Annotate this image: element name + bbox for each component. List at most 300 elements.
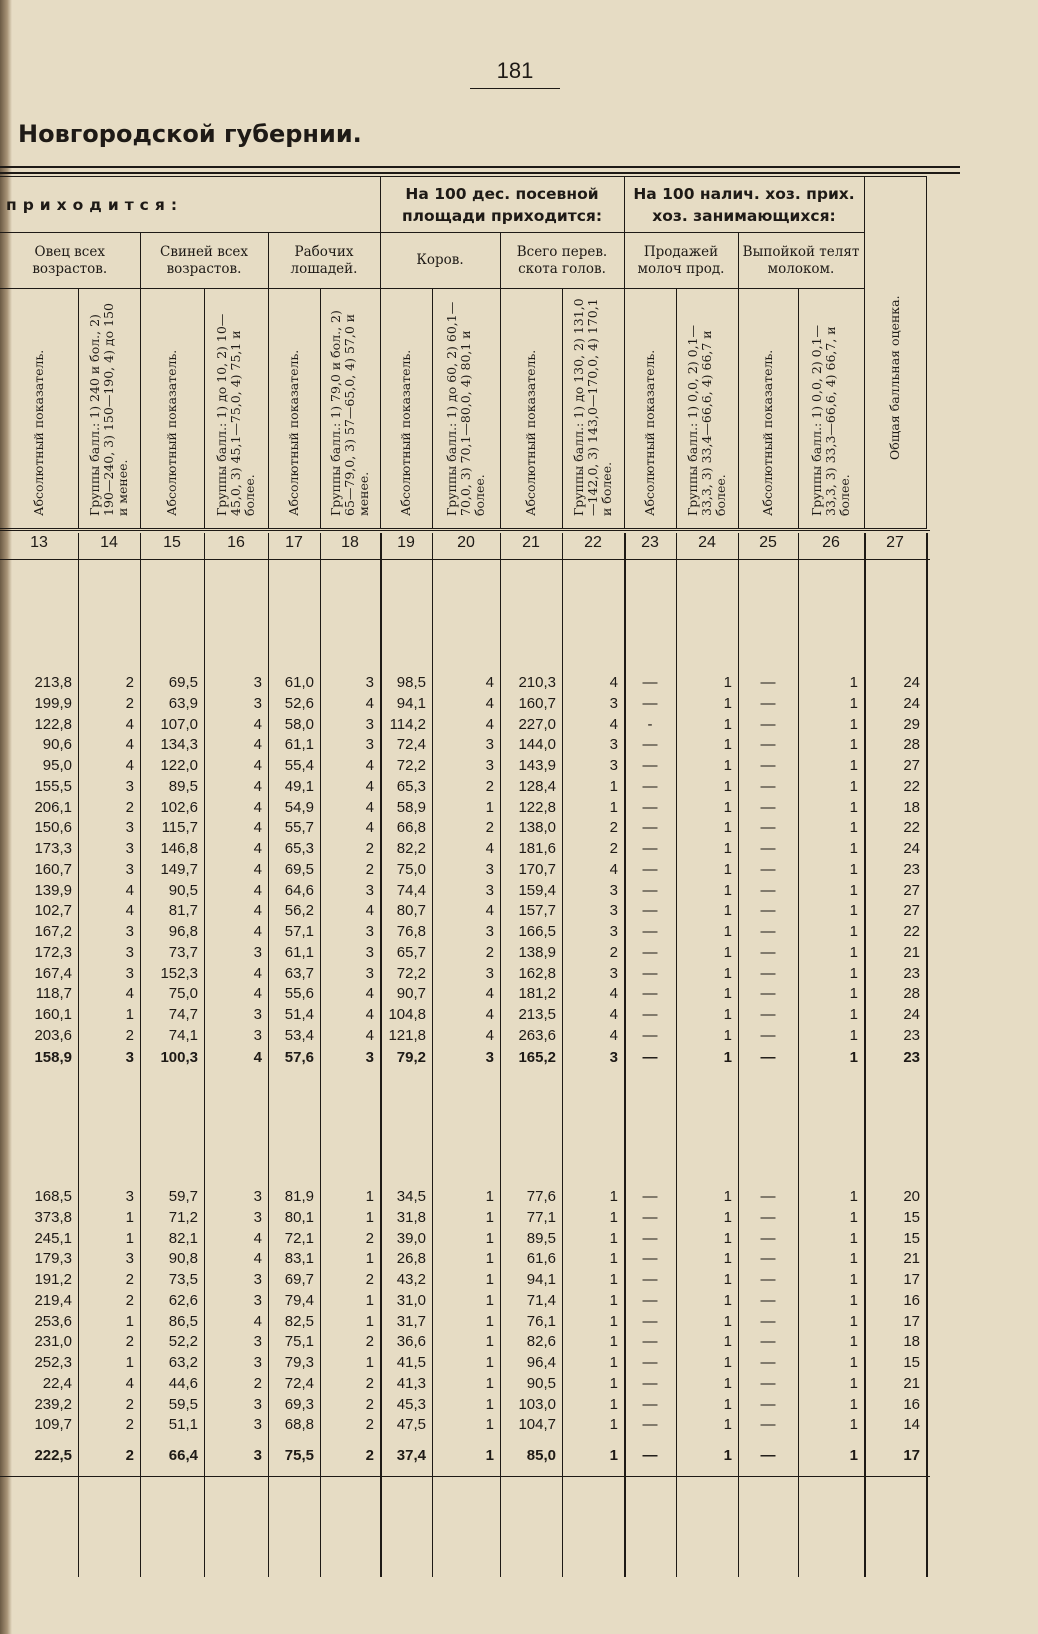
cell-col-27: 22 — [903, 777, 920, 795]
cell-col-25: — — [760, 1354, 776, 1371]
cell-col-19: 39,0 — [396, 1229, 426, 1247]
cell-col-26: 1 — [849, 819, 858, 837]
cell-col-14: 2 — [125, 1447, 134, 1464]
col15-label: Абсолютный показатель. — [164, 349, 179, 516]
table-row — [0, 1209, 930, 1230]
cell-col-20: 4 — [485, 1006, 494, 1023]
cell-col-19: 41,3 — [396, 1374, 426, 1392]
cell-col-22: 1 — [609, 1416, 618, 1434]
cell-col-19: 98,5 — [396, 674, 426, 691]
table-row — [0, 1006, 930, 1027]
cell-col-22: 4 — [609, 985, 618, 1003]
cell-col-14: 2 — [125, 1416, 134, 1434]
cell-col-21: 138,9 — [518, 943, 556, 961]
cell-col-22: 1 — [609, 777, 618, 795]
cell-col-18: 1 — [365, 1291, 374, 1309]
cell-col-24: 1 — [723, 923, 732, 940]
col21-label: Абсолютный показатель. — [523, 349, 538, 516]
cell-col-24: 1 — [723, 1208, 732, 1226]
cell-col-24: 1 — [723, 1354, 732, 1371]
cell-col-23: — — [642, 1447, 658, 1464]
cell-col-27: 24 — [903, 674, 920, 691]
cell-col-16: 3 — [253, 674, 262, 691]
cell-col-20: 4 — [485, 1026, 494, 1044]
cell-col-25: — — [760, 1312, 776, 1330]
cell-col-15: 63,2 — [168, 1354, 198, 1371]
cell-col-16: 4 — [253, 819, 262, 837]
cell-col-24: 1 — [723, 1026, 732, 1044]
cell-col-16: 4 — [253, 777, 262, 795]
cell-col-16: 4 — [253, 985, 262, 1003]
column-number-19: 19 — [397, 534, 415, 551]
cell-col-20: 1 — [485, 1250, 494, 1268]
cell-col-16: 3 — [253, 943, 262, 961]
cell-col-15: 74,1 — [168, 1026, 198, 1044]
table-row — [0, 1027, 930, 1048]
cell-col-18: 3 — [365, 943, 374, 961]
cell-col-20: 3 — [485, 964, 494, 982]
cell-col-15: 86,5 — [168, 1312, 198, 1330]
cell-col-16: 3 — [253, 1333, 262, 1351]
cell-col-25: — — [760, 860, 776, 878]
cell-col-17: 57,1 — [284, 923, 314, 940]
cell-col-26: 1 — [849, 736, 858, 754]
cell-col-18: 4 — [365, 694, 374, 712]
cell-col-18: 1 — [365, 1188, 374, 1205]
cell-col-15: 59,5 — [168, 1395, 198, 1413]
cell-col-26: 1 — [849, 1271, 858, 1288]
cell-col-26: 1 — [849, 1374, 858, 1392]
cell-col-14: 3 — [125, 819, 134, 837]
cell-col-23: — — [642, 985, 658, 1003]
cell-col-17: 51,4 — [284, 1006, 314, 1023]
cell-col-22: 3 — [609, 736, 618, 754]
table-row — [0, 674, 930, 695]
column-number-22: 22 — [584, 534, 602, 551]
cell-col-20: 4 — [485, 985, 494, 1003]
cell-col-24: 1 — [723, 819, 732, 837]
cell-col-18: 1 — [365, 1354, 374, 1371]
cell-col-17: 61,1 — [284, 943, 314, 961]
cell-col-26: 1 — [849, 1250, 858, 1268]
cell-col-27: 24 — [903, 1006, 920, 1023]
cell-col-25: — — [760, 881, 776, 899]
cell-col-13: 191,2 — [34, 1271, 72, 1288]
cell-col-14: 3 — [125, 1250, 134, 1268]
table-total-row — [0, 1447, 930, 1468]
cell-col-18: 2 — [365, 1271, 374, 1288]
cell-col-15: 82,1 — [168, 1229, 198, 1247]
cell-col-25: — — [760, 736, 776, 754]
cell-col-19: 26,8 — [396, 1250, 426, 1268]
cell-col-14: 3 — [125, 860, 134, 878]
cell-col-18: 4 — [365, 757, 374, 774]
cell-col-17: 69,3 — [284, 1395, 314, 1413]
cell-col-17: 83,1 — [284, 1250, 314, 1268]
cell-col-19: 41,5 — [396, 1354, 426, 1371]
cell-col-26: 1 — [849, 902, 858, 920]
cell-col-13: 167,4 — [34, 964, 72, 982]
cell-col-23: — — [642, 1026, 658, 1044]
cell-col-27: 29 — [903, 715, 920, 733]
cell-col-18: 4 — [365, 985, 374, 1003]
cell-col-25: — — [760, 819, 776, 837]
cell-col-24: 1 — [723, 736, 732, 754]
cell-col-15: 51,1 — [168, 1416, 198, 1434]
cell-col-23: — — [642, 1416, 658, 1434]
cell-col-13: 219,4 — [34, 1291, 72, 1309]
col19-label: Абсолютный показатель. — [398, 349, 413, 516]
table-row — [0, 736, 930, 757]
cell-col-13: 22,4 — [42, 1374, 72, 1392]
cell-col-16: 3 — [253, 1416, 262, 1434]
cell-col-26: 1 — [849, 674, 858, 691]
cell-col-23: — — [642, 1208, 658, 1226]
cell-col-24: 1 — [723, 1250, 732, 1268]
cell-col-27: 28 — [903, 985, 920, 1003]
cell-col-27: 17 — [903, 1312, 920, 1330]
cell-col-20: 1 — [485, 1208, 494, 1226]
cell-col-22: 1 — [609, 1354, 618, 1371]
cell-col-16: 3 — [253, 1026, 262, 1044]
cell-col-19: 80,7 — [396, 902, 426, 920]
cell-col-27: 27 — [903, 881, 920, 899]
table-row — [0, 1354, 930, 1375]
cell-col-15: 90,8 — [168, 1250, 198, 1268]
cell-col-14: 4 — [125, 757, 134, 774]
cell-col-17: 63,7 — [284, 964, 314, 982]
cell-col-17: 68,8 — [284, 1416, 314, 1434]
cell-col-15: 89,5 — [168, 777, 198, 795]
cell-col-14: 2 — [125, 798, 134, 816]
cell-col-24: 1 — [723, 985, 732, 1003]
table-row — [0, 1292, 930, 1313]
cell-col-21: 104,7 — [518, 1416, 556, 1434]
cell-col-15: 146,8 — [160, 840, 198, 857]
cell-col-13: 173,3 — [34, 840, 72, 857]
cell-col-18: 2 — [365, 840, 374, 857]
cell-col-20: 3 — [485, 1049, 494, 1066]
cell-col-20: 1 — [485, 1447, 494, 1464]
cell-col-20: 4 — [485, 902, 494, 920]
cell-col-17: 82,5 — [284, 1312, 314, 1330]
cell-col-21: 103,0 — [518, 1395, 556, 1413]
cell-col-21: 82,6 — [526, 1333, 556, 1351]
cell-col-22: 1 — [609, 1271, 618, 1288]
cell-col-13: 167,2 — [34, 923, 72, 940]
cell-col-22: 1 — [609, 1188, 618, 1205]
cell-col-15: 96,8 — [168, 923, 198, 940]
cell-col-20: 1 — [485, 1354, 494, 1371]
col22-header — [562, 289, 624, 529]
cell-col-14: 4 — [125, 1374, 134, 1392]
cell-col-22: 4 — [609, 860, 618, 878]
cell-col-21: 170,7 — [518, 860, 556, 878]
cell-col-15: 59,7 — [168, 1188, 198, 1205]
total-score-label: Общая балльная оценка. — [887, 294, 902, 460]
cell-col-22: 2 — [609, 943, 618, 961]
cell-col-13: 199,9 — [34, 694, 72, 712]
cell-col-17: 75,5 — [284, 1447, 314, 1464]
cell-col-21: 159,4 — [518, 881, 556, 899]
cell-col-18: 4 — [365, 798, 374, 816]
cell-col-19: 47,5 — [396, 1416, 426, 1434]
cell-col-18: 3 — [365, 881, 374, 899]
cell-col-14: 3 — [125, 777, 134, 795]
cell-col-13: 118,7 — [35, 985, 72, 1003]
cell-col-21: 143,9 — [518, 757, 556, 774]
cell-col-22: 3 — [609, 694, 618, 712]
cell-col-16: 4 — [253, 840, 262, 857]
cell-col-13: 373,8 — [34, 1208, 72, 1226]
cell-col-14: 1 — [125, 1354, 134, 1371]
cell-col-21: 210,3 — [518, 674, 556, 691]
cell-col-15: 149,7 — [160, 860, 198, 878]
column-number-24: 24 — [698, 534, 716, 551]
cell-col-27: 23 — [903, 964, 920, 982]
column-number-14: 14 — [100, 534, 118, 551]
cell-col-14: 3 — [125, 923, 134, 940]
cell-col-21: 61,6 — [526, 1250, 556, 1268]
cell-col-14: 4 — [125, 985, 134, 1003]
cell-col-21: 94,1 — [526, 1271, 556, 1288]
cell-col-25: — — [760, 923, 776, 940]
cell-col-25: — — [760, 1026, 776, 1044]
cell-col-23: — — [642, 923, 658, 940]
cell-col-19: 31,7 — [396, 1312, 426, 1330]
col21-header — [500, 289, 562, 529]
cell-col-23: — — [642, 1333, 658, 1351]
cell-col-23: — — [642, 1250, 658, 1268]
group-header-per-100-dessiatines: На 100 дес. посевной площади приходится: — [380, 177, 624, 233]
cell-col-13: 206,1 — [34, 798, 72, 816]
col13-label: Абсолютный показатель. — [30, 349, 46, 516]
cell-col-26: 1 — [849, 1395, 858, 1413]
cell-col-17: 79,3 — [284, 1354, 314, 1371]
cell-col-24: 1 — [723, 777, 732, 795]
cell-col-20: 1 — [485, 1188, 494, 1205]
cell-col-18: 2 — [365, 1395, 374, 1413]
cell-col-22: 3 — [609, 757, 618, 774]
cell-col-14: 3 — [125, 840, 134, 857]
cell-col-17: 52,6 — [284, 694, 314, 712]
total-score-header — [864, 177, 926, 529]
table-row — [0, 778, 930, 799]
col25-header — [738, 289, 798, 529]
cell-col-15: 152,3 — [160, 964, 198, 982]
cell-col-21: 77,1 — [526, 1208, 556, 1226]
cell-col-22: 1 — [609, 798, 618, 816]
cell-col-26: 1 — [849, 1416, 858, 1434]
cell-col-21: 96,4 — [526, 1354, 556, 1371]
col16-label: Группы балл.: 1) до 10, 2) 10—45,0, 3) 45,1—75,0, 4) 75,1 и более. — [214, 313, 257, 516]
cell-col-18: 2 — [365, 1229, 374, 1247]
cell-col-18: 2 — [365, 1374, 374, 1392]
column-number-15: 15 — [163, 534, 181, 551]
cell-col-15: 102,6 — [160, 798, 198, 816]
cell-col-25: — — [760, 1374, 776, 1392]
cell-col-16: 3 — [253, 1208, 262, 1226]
cell-col-27: 15 — [903, 1354, 920, 1371]
cell-col-24: 1 — [723, 757, 732, 774]
cell-col-18: 3 — [365, 923, 374, 940]
cell-col-25: — — [760, 1416, 776, 1434]
cell-col-16: 4 — [253, 881, 262, 899]
cell-col-22: 1 — [609, 1208, 618, 1226]
cell-col-13: 239,2 — [34, 1395, 72, 1413]
cell-col-27: 24 — [903, 840, 920, 857]
cell-col-18: 3 — [365, 715, 374, 733]
cell-col-26: 1 — [849, 694, 858, 712]
cell-col-15: 107,0 — [160, 715, 198, 733]
col22-label: Группы балл.: 1) до 130, 2) 131,0—142,0, 3) 143,0—170,0, 4) 170,1 и более. — [571, 297, 614, 516]
cell-col-14: 3 — [125, 1188, 134, 1205]
cell-col-17: 69,5 — [284, 860, 314, 878]
cell-col-24: 1 — [723, 1006, 732, 1023]
cell-col-16: 4 — [253, 902, 262, 920]
cell-col-16: 3 — [253, 1291, 262, 1309]
cell-col-13: 172,3 — [34, 943, 72, 961]
cell-col-27: 27 — [903, 757, 920, 774]
cell-col-20: 4 — [485, 694, 494, 712]
cell-col-27: 23 — [903, 860, 920, 878]
cell-col-25: — — [760, 1250, 776, 1268]
cell-col-21: 181,6 — [518, 840, 556, 857]
col19-header — [380, 289, 432, 529]
cell-col-25: — — [760, 1208, 776, 1226]
cell-col-22: 4 — [609, 674, 618, 691]
cell-col-19: 65,3 — [396, 777, 426, 795]
cell-col-13: 150,6 — [34, 819, 72, 837]
cell-col-22: 3 — [609, 881, 618, 899]
cell-col-19: 31,0 — [396, 1291, 426, 1309]
table-row — [0, 757, 930, 778]
table-row — [0, 1230, 930, 1251]
cell-col-13: 160,1 — [34, 1006, 72, 1023]
cell-col-15: 81,7 — [168, 902, 198, 920]
col26-label: Группы балл.: 1) 0,0, 2) 0,1—33,3, 3) 33,3—66,6, 4) 66,7, и более. — [809, 324, 852, 516]
cell-col-15: 115,7 — [161, 819, 198, 837]
cell-col-24: 1 — [723, 840, 732, 857]
table-row — [0, 819, 930, 840]
cell-col-19: 65,7 — [396, 943, 426, 961]
cell-col-19: 72,4 — [396, 736, 426, 754]
cell-col-18: 4 — [365, 777, 374, 795]
cell-col-27: 17 — [903, 1447, 920, 1464]
cell-col-17: 65,3 — [284, 840, 314, 857]
col24-header — [676, 289, 738, 529]
cell-col-26: 1 — [849, 757, 858, 774]
cell-col-17: 75,1 — [284, 1333, 314, 1351]
table-row — [0, 965, 930, 986]
cell-col-27: 18 — [903, 798, 920, 816]
cell-col-16: 4 — [253, 757, 262, 774]
col23-header — [624, 289, 676, 529]
cell-col-16: 3 — [253, 1447, 262, 1464]
table-bottom-rule — [0, 1476, 930, 1477]
cell-col-26: 1 — [849, 798, 858, 816]
cell-col-13: 252,3 — [34, 1354, 72, 1371]
cell-col-17: 55,6 — [284, 985, 314, 1003]
cell-col-13: 102,7 — [34, 902, 72, 920]
cell-col-18: 3 — [365, 736, 374, 754]
cell-col-20: 3 — [485, 881, 494, 899]
cell-col-19: 82,2 — [396, 840, 426, 857]
col26-header — [798, 289, 864, 529]
cell-col-25: — — [760, 674, 776, 691]
calves-header: Выпойкой телят молоком. — [738, 233, 864, 289]
cell-col-14: 2 — [125, 1333, 134, 1351]
cell-col-21: 89,5 — [526, 1229, 556, 1247]
table-row — [0, 1250, 930, 1271]
cell-col-27: 21 — [903, 1250, 920, 1268]
col24-label: Группы балл.: 1) 0,0, 2) 0,1—33,3, 3) 33,4—66,6, 4) 66,7 и более. — [685, 324, 728, 516]
cell-col-21: 76,1 — [526, 1312, 556, 1330]
page-number: 181 — [496, 58, 534, 83]
cell-col-19: 90,7 — [396, 985, 426, 1003]
cell-col-24: 1 — [723, 1188, 732, 1205]
cell-col-15: 52,2 — [168, 1333, 198, 1351]
cell-col-19: 45,3 — [396, 1395, 426, 1413]
cell-col-18: 3 — [365, 1049, 374, 1066]
cell-col-21: 166,5 — [518, 923, 556, 940]
cell-col-14: 4 — [125, 715, 134, 733]
col14-label: Группы балл.: 1) 240 и бол., 2) 190—240, 3) 150—190, 4) до 150 и менее. — [87, 302, 130, 516]
cell-col-24: 1 — [723, 1291, 732, 1309]
cell-col-22: 3 — [609, 923, 618, 940]
cell-col-27: 15 — [903, 1208, 920, 1226]
cell-col-24: 1 — [723, 943, 732, 961]
cell-col-13: 95,0 — [42, 757, 72, 774]
cell-col-24: 1 — [723, 1395, 732, 1413]
cell-col-14: 2 — [125, 674, 134, 691]
cattle-header: Всего перев. скота голов. — [500, 233, 624, 289]
cell-col-14: 2 — [125, 1395, 134, 1413]
cell-col-14: 1 — [125, 1229, 134, 1247]
cell-col-13: 168,5 — [34, 1188, 72, 1205]
cell-col-21: 160,7 — [518, 694, 556, 712]
cell-col-17: 53,4 — [284, 1026, 314, 1044]
cell-col-13: 155,5 — [34, 777, 72, 795]
column-number-21: 21 — [522, 534, 540, 551]
cell-col-24: 1 — [723, 860, 732, 878]
cell-col-16: 4 — [253, 1312, 262, 1330]
cell-col-14: 4 — [125, 881, 134, 899]
cell-col-22: 1 — [609, 1395, 618, 1413]
cell-col-21: 85,0 — [526, 1447, 556, 1464]
cell-col-26: 1 — [849, 881, 858, 899]
cell-col-22: 4 — [609, 1026, 618, 1044]
cell-col-17: 56,2 — [284, 902, 314, 920]
cell-col-14: 1 — [125, 1312, 134, 1330]
cell-col-26: 1 — [849, 1312, 858, 1330]
cell-col-16: 4 — [253, 798, 262, 816]
cell-col-16: 4 — [253, 1229, 262, 1247]
cell-col-23: — — [642, 1354, 658, 1371]
cell-col-20: 2 — [485, 777, 494, 795]
cell-col-26: 1 — [849, 1188, 858, 1205]
cell-col-23: — — [642, 1188, 658, 1205]
cell-col-14: 3 — [125, 943, 134, 961]
cell-col-16: 3 — [253, 1271, 262, 1288]
cell-col-14: 1 — [125, 1208, 134, 1226]
cell-col-21: 128,4 — [518, 777, 556, 795]
cell-col-14: 2 — [125, 694, 134, 712]
cell-col-22: 2 — [609, 840, 618, 857]
cell-col-18: 1 — [365, 1250, 374, 1268]
cell-col-18: 1 — [365, 1312, 374, 1330]
cell-col-23: — — [642, 943, 658, 961]
